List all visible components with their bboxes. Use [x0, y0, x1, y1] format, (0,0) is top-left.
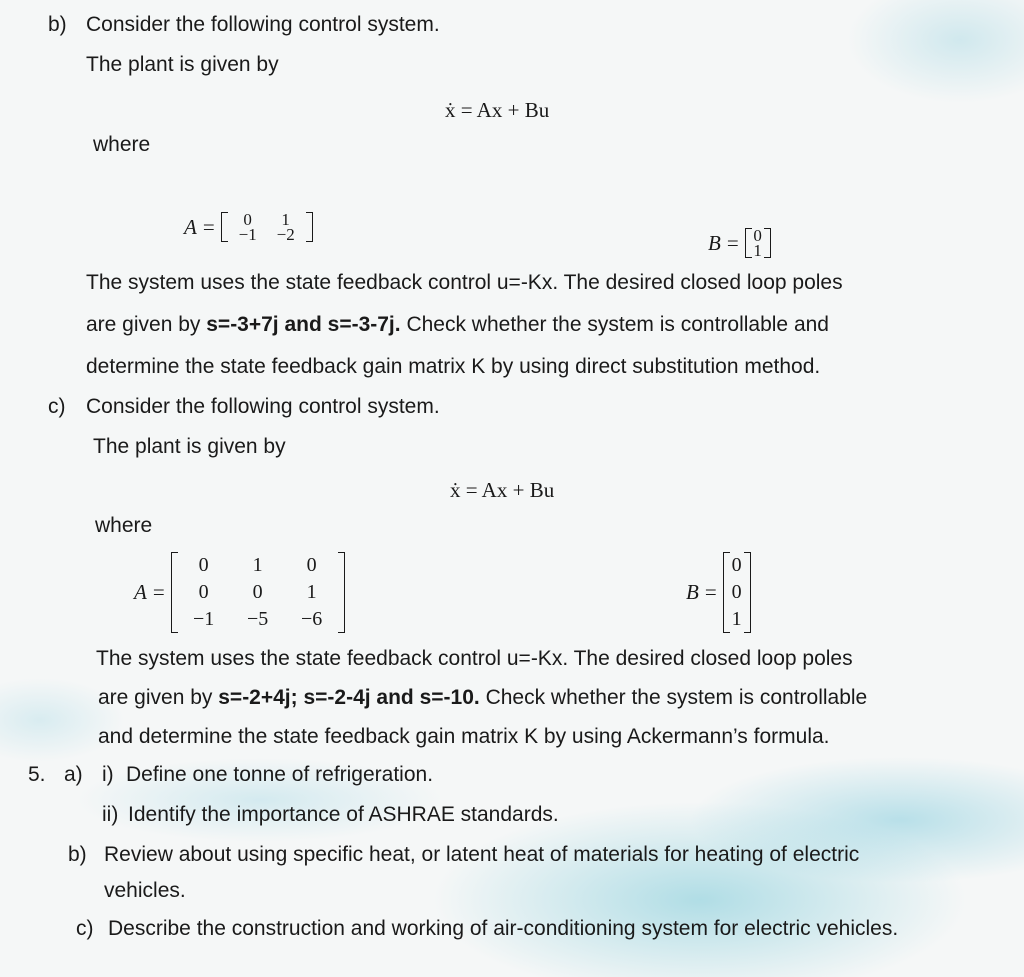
part-c-label: c) [48, 395, 66, 418]
part-b-intro: Consider the following control system. [86, 13, 440, 36]
matrix-a-bracket [221, 212, 313, 242]
matrix-cell: 0 [243, 210, 252, 229]
equals-sign: = [726, 230, 739, 255]
q5-b-label: b) [68, 843, 87, 866]
poles-bold: s=-2+4j; s=-2-4j and s=-10. [218, 686, 480, 709]
q5-a-ii-text: Identify the importance of ASHRAE standards. [128, 803, 559, 826]
matrix-cell: 1 [252, 554, 263, 576]
equals-sign: = [704, 580, 717, 604]
matrix-cell: −2 [276, 225, 295, 244]
part-b-plant-text: The plant is given by [86, 53, 279, 76]
part-c-intro: Consider the following control system. [86, 395, 440, 418]
matrix-cell: 0 [753, 226, 762, 245]
part-c-matrix-a [134, 552, 345, 633]
matrix-cell: 1 [731, 608, 742, 630]
part-b-matrix-a [184, 212, 313, 242]
part-c-line-3: and determine the state feedback gain matrix K by using Ackermann’s formula. [98, 725, 830, 748]
text-span: Check whether the system is controllable [479, 686, 868, 709]
part-c-where: where [95, 514, 153, 537]
matrix-cell: 0 [198, 554, 209, 576]
matrix-cell: 0 [198, 581, 209, 603]
q5-a-i-label: i) [102, 763, 114, 786]
part-c-plant-text: The plant is given by [93, 435, 286, 458]
matrix-cell: 0 [731, 581, 742, 603]
matrix-a-name: A [184, 214, 197, 239]
matrix-cell: 0 [252, 581, 263, 603]
matrix-a-bracket [171, 552, 345, 633]
matrix-cell: −5 [247, 608, 269, 630]
part-b-where: where [93, 133, 151, 156]
equals-sign: = [202, 214, 215, 239]
part-b-label: b) [48, 13, 67, 36]
text-span: are given by [86, 313, 207, 336]
matrix-cell: 1 [281, 210, 290, 229]
part-c-line-2 [98, 687, 867, 708]
q5-a-i-text: Define one tonne of refrigeration. [126, 763, 434, 786]
q5-number: 5. [28, 763, 46, 786]
part-c-matrix-b [686, 552, 751, 633]
matrix-b-bracket [723, 552, 751, 633]
matrix-cell: 0 [731, 554, 742, 576]
q5-b-line-2: vehicles. [104, 879, 186, 902]
q5-c-text: Describe the construction and working of air-conditioning system for electric vehicles. [108, 917, 899, 940]
matrix-cell: 0 [306, 554, 317, 576]
matrix-b-bracket [745, 228, 771, 258]
matrix-cell: 1 [753, 241, 762, 260]
equals-sign: = [152, 580, 165, 604]
text-span: are given by [98, 686, 219, 709]
text-span: Check whether the system is controllable and [400, 313, 829, 336]
part-c-state-equation: ẋ = Ax + Bu [450, 478, 555, 502]
matrix-b-name: B [708, 230, 721, 255]
part-b-matrix-b [708, 228, 771, 258]
part-b-line-3: determine the state feedback gain matrix K by using direct substitution method. [86, 355, 821, 378]
matrix-cell: −1 [193, 608, 215, 630]
matrix-cell: 1 [306, 581, 317, 603]
matrix-cell: −6 [301, 608, 323, 630]
part-b-state-equation: ẋ = Ax + Bu [445, 98, 550, 122]
poles-bold: s=-3+7j and s=-3-7j. [206, 313, 401, 336]
part-b-line-2 [86, 314, 829, 335]
part-c-line-1: The system uses the state feedback control u=-Kx. The desired closed loop poles [96, 647, 853, 670]
q5-a-ii-label: ii) [102, 803, 119, 826]
q5-a-label: a) [64, 763, 83, 786]
matrix-cell: −1 [238, 225, 257, 244]
matrix-a-name: A [134, 580, 147, 604]
q5-c-label: c) [76, 917, 94, 940]
matrix-b-name: B [686, 580, 699, 604]
q5-b-line-1: Review about using specific heat, or latent heat of materials for heating of electric [104, 843, 860, 866]
part-b-line-1: The system uses the state feedback control u=-Kx. The desired closed loop poles [86, 271, 843, 294]
